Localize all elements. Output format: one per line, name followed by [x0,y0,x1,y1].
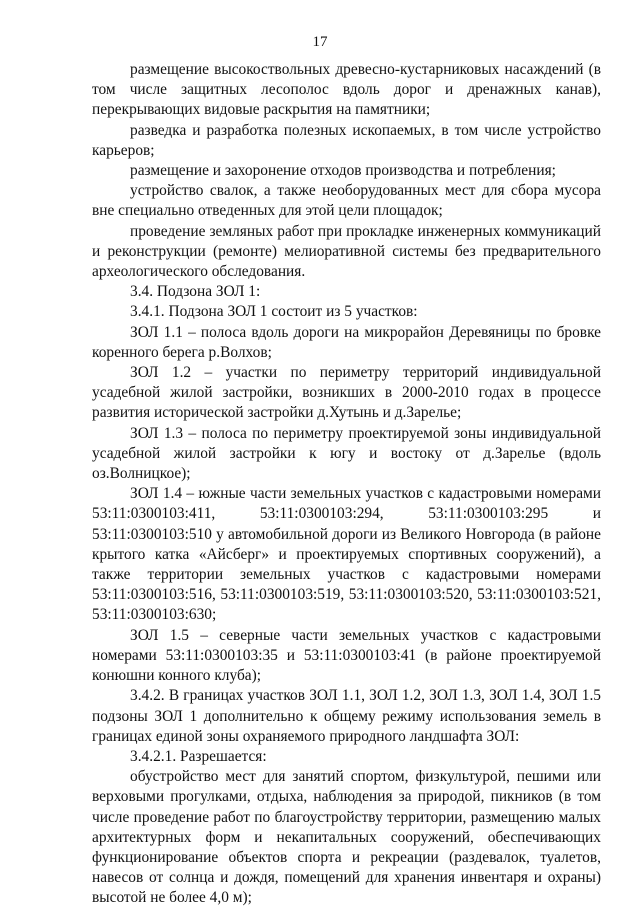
paragraph: ЗОЛ 1.1 – полоса вдоль дороги на микрорайон Деревяницы по бровке коренного берега р.Волхов; [92,323,601,361]
paragraph: размещение высокоствольных древесно-кустарниковых насаждений (в том числе защитных лесополос вдоль дорог и дренажных канав), перекрывающих видовые раскрытия на памятники; [92,61,601,119]
page-number: 17 [312,34,328,50]
subsection-heading: 3.4.2.1. Разрешается: [130,747,267,765]
paragraph: разведка и разработка полезных ископаемых, в том числе устройство карьеров; [92,121,601,159]
paragraph: размещение и захоронение отходов производства и потребления; [130,162,556,180]
document-body [92,60,601,909]
paragraph: проведение земляных работ при прокладке инженерных коммуникаций и реконструкции (ремонте) мелиоративной системы без предварительного археологического обследования. [92,222,601,281]
paragraph: 3.4.2. В границах участков ЗОЛ 1.1, ЗОЛ 1.2, ЗОЛ 1.3, ЗОЛ 1.4, ЗОЛ 1.5 подзоны ЗОЛ 1 дополнительно к общему режиму использования земель в границах единой зоны охраняемого природного ландшафта ЗОЛ: [92,687,601,745]
paragraph: ЗОЛ 1.3 – полоса по периметру проектируемой зоны индивидуальной усадебной жилой застройки к югу и востоку от д.Зарелье (вдоль оз.Волницкое); [92,424,601,483]
paragraph: ЗОЛ 1.5 – северные части земельных участков с кадастровыми номерами 53:11:0300103:35 и 53:11:0300103:41 (в районе проектируемой конюшни конного клуба); [92,626,601,685]
paragraph: обустройство мест для занятий спортом, физкультурой, пешими или верховыми прогулками, отдыха, наблюдения за природой, пикников (в том числе проведение работ по благоустройству территории, размещению малых архитектурных форм и некапитальных сооружений, обеспечивающих функционирование объектов спорта и рекреации (раздевалок, туалетов, навесов от солнца и дождя, помещений для хранения инвентаря и охраны) высотой не более 4,0 м); [92,768,601,907]
paragraph: устройство свалок, а также необорудованных мест для сбора мусора вне специально отведенных для этой цели площадок; [92,182,601,220]
subsection-heading: 3.4.1. Подзона ЗОЛ 1 состоит из 5 участков: [130,303,418,321]
section-heading: 3.4. Подзона ЗОЛ 1: [130,283,261,301]
paragraph: ЗОЛ 1.2 – участки по периметру территорий индивидуальной усадебной жилой застройки, возникших в 2000-2010 годах в процессе развития исторической застройки д.Хутынь и д.Зарелье; [92,364,601,422]
paragraph: ЗОЛ 1.4 – южные части земельных участков с кадастровыми номерами 53:11:0300103:411, 53:11:0300103:294, 53:11:0300103:295 и 53:11:0300103:510 у автомобильной дороги из Великого Новгорода (в районе крытого катка «Айсберг» и проектируемых спортивных сооружений), а также территории земельных участков с кадастровыми номерами 53:11:0300103:516, 53:11:0300103:519, 53:11:0300103:520, 53:11:0300103:521, 53:11:0300103:630; [92,485,601,624]
